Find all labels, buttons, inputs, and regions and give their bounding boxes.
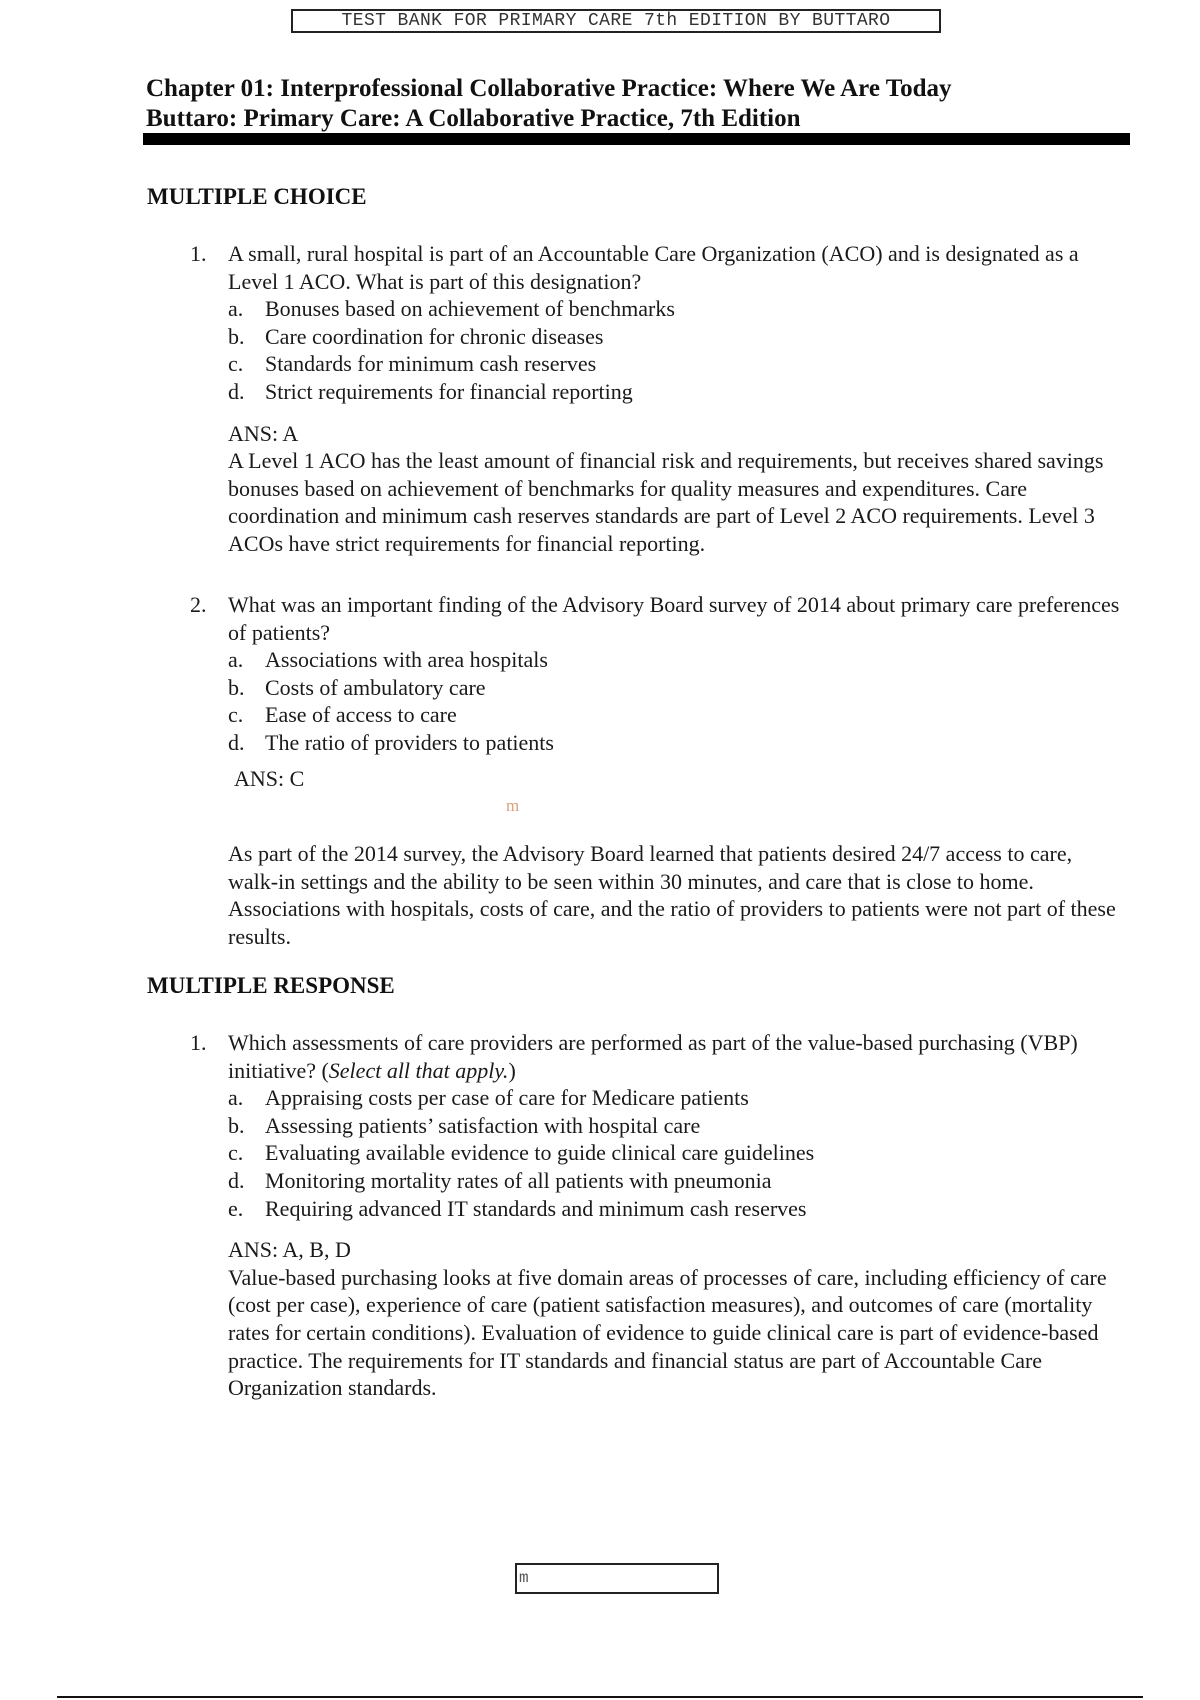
question-number: 1. (190, 241, 207, 266)
select-all-instruction: Select all that apply. (328, 1057, 509, 1083)
option-b: b. Assessing patients’ satisfaction with hospital care (228, 1112, 701, 1138)
question-number: 2. (190, 592, 207, 617)
chapter-header (146, 74, 1130, 134)
option-a: a. Associations with area hospitals (228, 647, 548, 673)
answer-key: ANS: A (228, 420, 299, 446)
book-title: Buttaro: Primary Care: A Collaborative Practice, 7th Edition (146, 105, 801, 132)
test-bank-banner: TEST BANK FOR PRIMARY CARE 7th EDITION BY BUTTARO (291, 9, 941, 33)
option-b: b. Costs of ambulatory care (228, 674, 486, 700)
header-divider (143, 133, 1130, 145)
question-stem: Which assessments of care providers are performed as part of the value-based purchasing (VBP) initiative? (Select all that apply.) (228, 1030, 1078, 1083)
question-stem: What was an important finding of the Advisory Board survey of 2014 about primary care preferences of patients? (228, 592, 1120, 645)
question-number: 1. (190, 1030, 207, 1055)
option-e: e. Requiring advanced IT standards and minimum cash reserves (228, 1195, 807, 1221)
option-list (228, 646, 1130, 756)
option-d: d. The ratio of providers to patients (228, 729, 554, 755)
option-c: c. Evaluating available evidence to guide clinical care guidelines (228, 1140, 815, 1166)
answer-rationale: Value-based purchasing looks at five domain areas of processes of care, including efficiency of care (cost per case), experience of care (patient satisfaction measures), and outcomes of care (mortality rates for certain conditions). Evaluation of evidence to guide clinical care is part of evidence-based practice. The requirements for IT standards and financial status are part of Accountable Care Organization standards. (228, 1264, 1107, 1401)
watermark-mark: m (506, 796, 520, 815)
option-d: d. Strict requirements for financial reporting (228, 378, 633, 404)
option-d: d. Monitoring mortality rates of all patients with pneumonia (228, 1167, 772, 1193)
question-stem: A small, rural hospital is part of an Accountable Care Organization (ACO) and is designated as a Level 1 ACO. What is part of this designation? (228, 241, 1079, 294)
answer-key: ANS: A, B, D (228, 1237, 351, 1263)
option-a: a. Bonuses based on achievement of benchmarks (228, 296, 675, 322)
footer-watermark-box: m (515, 1563, 719, 1594)
answer-rationale: As part of the 2014 survey, the Advisory Board learned that patients desired 24/7 access to care, walk-in settings and the ability to be seen within 30 minutes, and care that is close to home. Associations with hospitals, costs of care, and the ratio of providers to patients were not part of these results. (228, 841, 1116, 949)
option-b: b. Care coordination for chronic diseases (228, 323, 604, 349)
chapter-title: Chapter 01: Interprofessional Collaborative Practice: Where We Are Today (146, 75, 952, 102)
option-a: a. Appraising costs per case of care for Medicare patients (228, 1085, 749, 1111)
option-list (228, 1084, 1130, 1222)
option-c: c. Standards for minimum cash reserves (228, 351, 597, 377)
mr-question-1 (190, 1029, 1130, 1402)
mc-question-1 (190, 240, 1130, 558)
option-c: c. Ease of access to care (228, 702, 457, 728)
section-title-multiple-response: MULTIPLE RESPONSE (147, 973, 395, 998)
page-bottom-rule (57, 1696, 1143, 1698)
option-list (228, 295, 1130, 405)
answer-key: ANS: C (234, 765, 305, 791)
answer-rationale: A Level 1 ACO has the least amount of financial risk and requirements, but receives shared savings bonuses based on achievement of benchmarks for quality measures and expenditures. Care coordination and minimum cash reserves standards are part of Level 2 ACO requirements. Level 3 ACOs have strict requirements for financial reporting. (228, 448, 1104, 556)
section-title-multiple-choice: MULTIPLE CHOICE (147, 184, 367, 209)
mc-question-2 (190, 591, 1130, 951)
